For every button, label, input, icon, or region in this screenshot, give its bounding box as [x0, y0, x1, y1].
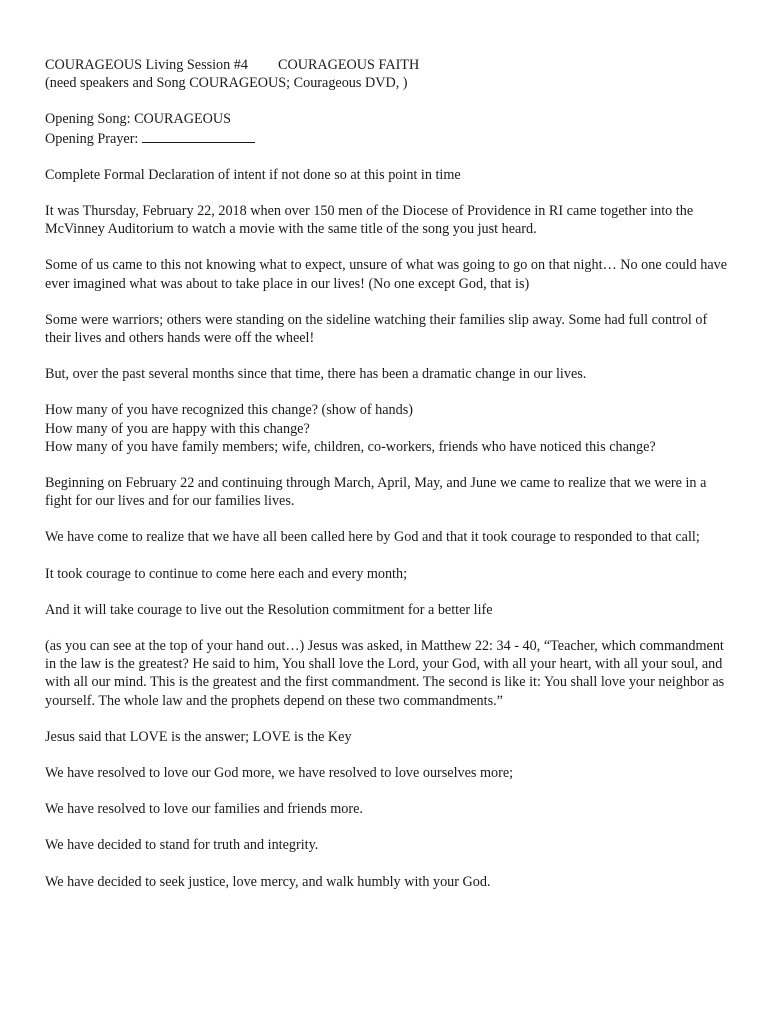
theme-title: COURAGEOUS FAITH [277, 57, 420, 73]
requirements-note: (need speakers and Song COURAGEOUS; Courageous DVD, ) [45, 75, 408, 92]
paragraph-thursday: It was Thursday, February 22, 2018 when over 150 men of the Diocese of Providence in RI came together into the McVinney Auditorium to watch a movie with the same title of the song you just heard. [45, 203, 694, 238]
opening-prayer-label: Opening Prayer: [45, 130, 139, 147]
paragraph-love: Jesus said that LOVE is the answer; LOVE is the Key [45, 728, 352, 745]
paragraph-change: But, over the past several months since that time, there has been a dramatic change in our lives. [45, 366, 587, 383]
document-header [45, 56, 735, 92]
paragraph-declaration: Complete Formal Declaration of intent if not done so at this point in time [45, 166, 461, 183]
paragraph-warriors: Some were warriors; others were standing on the sideline watching their families slip away. Some had full control of their lives and others hands were off the wheel! [45, 311, 708, 347]
paragraph-truth: We have decided to stand for truth and integrity. [45, 837, 319, 854]
paragraph-justice: We have decided to seek justice, love mercy, and walk humbly with your God. [45, 873, 491, 890]
question-item: How many of you have recognized this change? (show of hands) [45, 402, 413, 419]
session-title: COURAGEOUS Living Session #4 [45, 57, 248, 73]
opening-section [45, 110, 735, 147]
question-item: How many of you have family members; wife, children, co-workers, friends who have noticed this change? [45, 438, 656, 455]
opening-song: Opening Song: COURAGEOUS [45, 111, 232, 128]
paragraph-resolved-god: We have resolved to love our God more, we have resolved to love ourselves more; [45, 765, 514, 782]
paragraph-resolved-family: We have resolved to love our families and friends more. [45, 801, 363, 818]
question-item: How many of you are happy with this change? [45, 420, 310, 437]
document-page [45, 56, 735, 909]
paragraph-expect: Some of us came to this not knowing what to expect, unsure of what was going to go on that night… No one could have ever imagined what was about to take place in our lives! (No one except God, that is) [45, 257, 728, 292]
paragraph-resolution: And it will take courage to live out the Resolution commitment for a better life [45, 601, 493, 618]
opening-prayer-blank-line [142, 129, 255, 143]
paragraph-called: We have come to realize that we have all been called here by God and that it took courage to responded to that call; [45, 529, 700, 546]
questions-block [45, 401, 735, 456]
paragraph-february: Beginning on February 22 and continuing through March, April, May, and June we came to realize that we were in a fight for our lives and for our families lives. [45, 475, 707, 510]
paragraph-monthly: It took courage to continue to come here each and every month; [45, 565, 408, 582]
paragraph-matthew: (as you can see at the top of your hand out…) Jesus was asked, in Matthew 22: 34 - 40, “Teacher, which commandment in the law is the greatest? He said to him, You shall love the Lord, your God, with all your heart, with all your soul, and with all our mind. This is the greatest and the first commandment. The second is like it: You shall love your neighbor as yourself. The whole law and the prophets depend on these two commandments.” [45, 638, 725, 709]
